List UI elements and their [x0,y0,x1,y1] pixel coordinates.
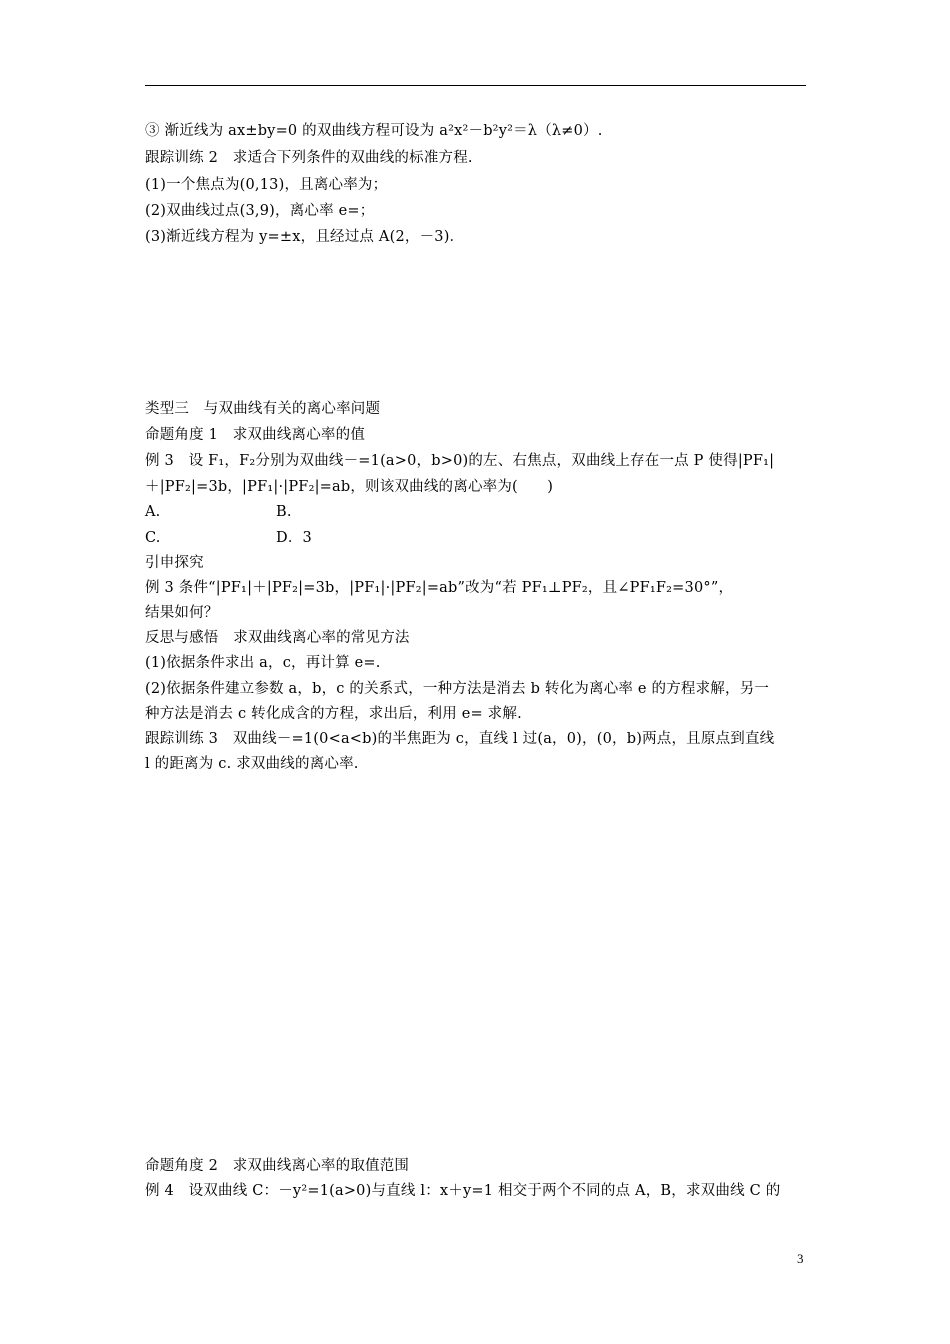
text-line-example-3-cont: ＋|PF₂|=3b，|PF₁|·|PF₂|=ab，则该双曲线的离心率为( ) [145,479,554,495]
text-line-method-1: (1)依据条件求出 a，c，再计算 e=. [145,655,381,671]
header-rule [145,85,806,86]
page-number: 3 [797,1251,804,1266]
text-line-exercise-2-title: 跟踪训练 2 求适合下列条件的双曲线的标准方程. [145,150,473,166]
section-heading-type-3: 类型三 与双曲线有关的离心率问题 [145,401,381,417]
text-line-exercise-2-part-1: (1)一个焦点为(0,13)，且离心率为； [145,177,388,193]
choice-b: B. [276,504,292,520]
text-line-example-4: 例 4 设双曲线 C：－y²=1(a>0)与直线 l：x＋y=1 相交于两个不同的点 A，B，求双曲线 C 的 [145,1183,781,1199]
text-line-method-2-cont: 种方法是消去 c 转化成含的方程，求出后，利用 e= 求解. [145,706,522,722]
subheading-angle-1: 命题角度 1 求双曲线离心率的值 [145,427,366,443]
subheading-extension: 引申探究 [145,555,204,571]
text-line-asymptote-form: ③ 渐近线为 ax±by=0 的双曲线方程可设为 a²x²－b²y²＝λ（λ≠0）. [145,123,603,139]
text-line-example-3: 例 3 设 F₁，F₂分别为双曲线－=1(a>0，b>0)的左、右焦点，双曲线上存在一点 P 使得|PF₁| [145,453,775,469]
text-line-exercise-2-part-2: (2)双曲线过点(3,9)，离心率 e=； [145,203,375,219]
subheading-angle-2: 命题角度 2 求双曲线离心率的取值范围 [145,1158,410,1174]
text-line-exercise-2-part-3: (3)渐近线方程为 y=±x，且经过点 A(2，－3)． [145,229,465,245]
choice-d: D．3 [276,530,312,546]
choice-c: C. [145,530,161,546]
text-line-extension-cont: 结果如何？ [145,605,219,621]
choice-a: A. [145,504,161,520]
text-line-exercise-3-cont: l 的距离为 c. 求双曲线的离心率. [145,756,359,772]
subheading-reflection: 反思与感悟 求双曲线离心率的常见方法 [145,630,410,646]
text-line-exercise-3: 跟踪训练 3 双曲线－=1(0<a<b)的半焦距为 c，直线 l 过(a，0)，(0，b)两点，且原点到直线 [145,731,775,747]
text-line-method-2: (2)依据条件建立参数 a，b，c 的关系式，一种方法是消去 b 转化为离心率 e 的方程求解，另一 [145,681,770,697]
text-line-extension: 例 3 条件“|PF₁|＋|PF₂|=3b，|PF₁|·|PF₂|=ab”改为“若 PF₁⊥PF₂，且∠PF₁F₂=30°”， [145,580,734,596]
